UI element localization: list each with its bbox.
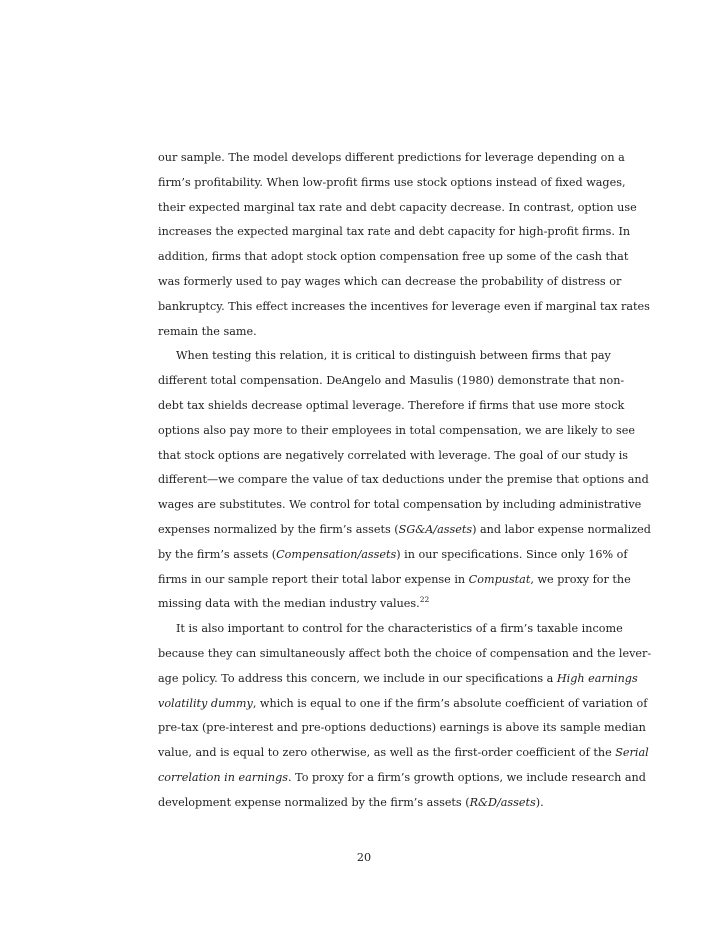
text-line (158, 766, 646, 791)
text-run: ). (535, 795, 544, 809)
text-run: was formerly used to pay wages which can decrease the probability of distress or (158, 274, 622, 288)
text-run: ) in our specifications. Since only 16% of (396, 547, 628, 561)
text-run: bankruptcy. This effect increases the incentives for leverage even if marginal tax rates (158, 299, 650, 313)
text-line (158, 419, 635, 444)
text-line (158, 270, 622, 295)
italic-term: SG&A/assets (398, 522, 473, 536)
text-line (158, 146, 625, 171)
text-run: debt tax shields decrease optimal leverage. Therefore if firms that use more stock (158, 398, 625, 412)
text-line (158, 692, 648, 717)
text-run: missing data with the median industry values. (158, 597, 420, 611)
text-run: options also pay more to their employees in total compensation, we are likely to see (158, 423, 635, 437)
text-run: expenses normalized by the firm’s assets ( (158, 522, 399, 536)
text-line (158, 196, 637, 221)
text-line (158, 716, 646, 741)
text-line (158, 444, 629, 469)
text-line (158, 171, 626, 196)
text-run: wages are substitutes. We control for total compensation by including administrative (158, 498, 642, 512)
text-run: different total compensation. DeAngelo and Masulis (1980) demonstrate that non- (158, 374, 625, 388)
text-line (158, 592, 602, 617)
text-run: increases the expected marginal tax rate and debt capacity for high-profit firms. In (158, 225, 631, 239)
text-line (158, 220, 631, 245)
text-line (158, 394, 625, 419)
text-line (158, 543, 628, 568)
italic-term: Compustat (468, 572, 531, 586)
italic-term: correlation in earnings (158, 770, 289, 784)
text-run: that stock options are negatively correlated with leverage. The goal of our study is (158, 448, 629, 462)
text-line (158, 617, 623, 642)
italic-term: volatility dummy (158, 696, 253, 710)
italic-term: High earnings (556, 671, 638, 685)
text-run: because they can simultaneously affect both the choice of compensation and the lever- (158, 646, 652, 660)
text-run: our sample. The model develops different predictions for leverage depending on a (158, 151, 625, 164)
text-line (158, 320, 602, 345)
text-run: firm’s profitability. When low-profit firms use stock options instead of fixed wages, (158, 175, 626, 189)
text-line (158, 369, 625, 394)
text-line (158, 791, 602, 816)
text-run: When testing this relation, it is critical to distinguish between firms that pay (176, 349, 611, 363)
text-run: , we proxy for the (530, 572, 631, 586)
text-run: value, and is equal to zero otherwise, as well as the first-order coefficient of the (158, 746, 616, 760)
text-run: by the firm’s assets ( (158, 547, 277, 561)
text-line (158, 741, 649, 766)
text-run: firms in our sample report their total labor expense in (158, 572, 469, 586)
italic-term: R&D/assets (469, 795, 536, 809)
text-run: , which is equal to one if the firm’s absolute coefficient of variation of (252, 696, 648, 710)
text-line (158, 295, 650, 320)
text-line (158, 518, 651, 543)
text-run: different—we compare the value of tax deductions under the premise that options and (158, 473, 649, 487)
text-line (158, 344, 611, 369)
italic-term: Compensation/assets (276, 547, 397, 561)
text-run: pre-tax (pre-interest and pre-options deductions) earnings is above its sample median (158, 721, 646, 735)
text-line (158, 468, 649, 493)
text-run: remain the same. (158, 324, 257, 338)
text-line (158, 642, 652, 667)
italic-term: Serial (615, 746, 649, 760)
text-run: addition, firms that adopt stock option compensation free up some of the cash that (158, 250, 629, 264)
text-run: . To proxy for a firm’s growth options, we include research and (288, 770, 646, 784)
text-run: their expected marginal tax rate and debt capacity decrease. In contrast, option use (158, 200, 637, 214)
footnote-marker: 22 (419, 595, 430, 605)
text-line (158, 245, 629, 270)
text-run: ) and labor expense normalized (472, 522, 651, 536)
text-run: development expense normalized by the firm’s assets ( (158, 795, 470, 809)
text-run: age policy. To address this concern, we include in our specifications a (158, 671, 557, 685)
text-line (158, 568, 631, 593)
body-text (158, 146, 652, 816)
page-number: 20 (356, 851, 372, 864)
text-line (158, 667, 638, 692)
text-line (158, 493, 642, 518)
text-run: It is also important to control for the characteristics of a firm’s taxable income (176, 622, 623, 636)
